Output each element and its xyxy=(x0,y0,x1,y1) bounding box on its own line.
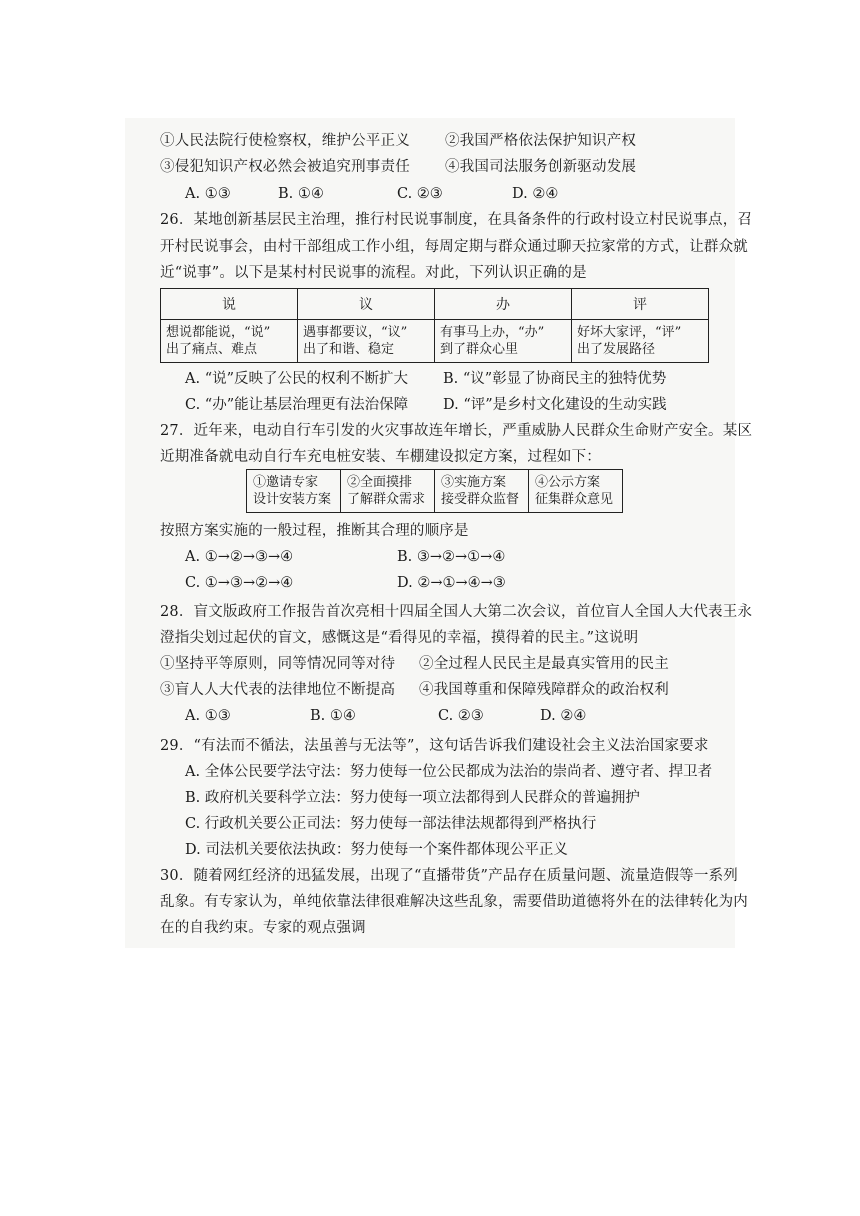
q26-process-table xyxy=(160,288,709,363)
q26-cell-ping-line-1: 好坏大家评，“评” xyxy=(577,325,682,340)
q26-cell-ping-line-2: 出了发展路径 xyxy=(577,342,656,357)
q28-statement-3: ③盲人人大代表的法律地位不断提高 xyxy=(160,682,396,698)
q27-step-4-line-1: ④公示方案 xyxy=(535,475,601,490)
q26-stem-line-2: 开村民说事会，由村干部组成工作小组，每周定期与群众通过聊天拉家常的方式，让群众就 xyxy=(160,239,748,255)
q26-option-a: A. “说”反映了公民的权利不断扩大 xyxy=(185,371,409,387)
q26-cell-shuo xyxy=(161,320,298,363)
q27-step-4 xyxy=(529,470,623,513)
q28-stem-line-1: 28．盲文版政府工作报告首次亮相十四届全国人大第二次会议，首位盲人全国人大代表王永 xyxy=(160,604,753,620)
q27-step-2 xyxy=(341,470,435,513)
q26-stem-line-3: 近“说事”。以下是某村村民说事的流程。对此，下列认识正确的是 xyxy=(160,265,587,281)
q29-option-c: C. 行政机关要公正司法：努力使每一部法律法规都得到严格执行 xyxy=(185,816,597,832)
q28-statement-1: ①坚持平等原则，同等情况同等对待 xyxy=(160,656,396,672)
q27-step-1-line-1: ①邀请专家 xyxy=(253,475,319,490)
q28-option-c: C. ②③ xyxy=(438,708,484,724)
q26-cell-shuo-line-1: 想说都能说，“说” xyxy=(166,325,271,340)
q26-cell-yi-line-2: 出了和谐、稳定 xyxy=(303,342,395,357)
q25-statement-4: ④我国司法服务创新驱动发展 xyxy=(445,159,637,175)
q25-statement-3: ③侵犯知识产权必然会被追究刑事责任 xyxy=(160,159,410,175)
q26-cell-ban-line-2: 到了群众心里 xyxy=(440,342,519,357)
q29-option-a: A. 全体公民要学法守法：努力使每一位公民都成为法治的崇尚者、遵守者、捍卫者 xyxy=(185,764,713,780)
q27-step-3 xyxy=(435,470,529,513)
q27-option-c: C. ①→③→②→④ xyxy=(185,575,294,591)
q27-step-1-line-2: 设计安装方案 xyxy=(253,492,332,507)
q27-steps-table xyxy=(246,469,623,513)
q27-stem-line-2: 近期准备就电动自行车充电桩安装、车棚建设拟定方案，过程如下： xyxy=(160,449,601,465)
q25-statement-1: ①人民法院行使检察权，维护公平正义 xyxy=(160,133,410,149)
q27-step-2-line-2: 了解群众需求 xyxy=(347,492,426,507)
q25-option-c: C. ②③ xyxy=(397,186,443,202)
q27-step-3-line-1: ③实施方案 xyxy=(441,475,507,490)
q26-header-shuo: 说 xyxy=(161,289,298,320)
q26-option-c: C. “办”能让基层治理更有法治保障 xyxy=(185,397,409,413)
q29-stem: 29．“有法而不循法，法虽善与无法等”，这句话告诉我们建设社会主义法治国家要求 xyxy=(160,738,709,754)
q26-header-yi: 议 xyxy=(298,289,435,320)
q26-cell-ping xyxy=(572,320,709,363)
q26-header-ping: 评 xyxy=(572,289,709,320)
q27-question: 按照方案实施的一般过程，推断其合理的顺序是 xyxy=(160,523,469,539)
q25-option-b: B. ①④ xyxy=(278,186,324,202)
q30-stem-line-1: 30．随着网红经济的迅猛发展，出现了“直播带货”产品存在质量问题、流量造假等一系列 xyxy=(160,868,738,884)
q28-option-b: B. ①④ xyxy=(310,708,356,724)
q26-cell-ban xyxy=(435,320,572,363)
q27-stem-line-1: 27．近年来，电动自行车引发的火灾事故连年增长，严重威胁人民群众生命财产安全。某区 xyxy=(160,423,753,439)
q26-cell-yi-line-1: 遇事都要议，“议” xyxy=(303,325,408,340)
q26-cell-shuo-line-2: 出了痛点、难点 xyxy=(166,342,258,357)
q27-step-1 xyxy=(247,470,341,513)
q26-stem-line-1: 26．某地创新基层民主治理，推行村民说事制度，在具备条件的行政村设立村民说事点，召 xyxy=(160,212,753,228)
q25-option-d: D. ②④ xyxy=(512,186,559,202)
q25-option-a: A. ①③ xyxy=(185,186,231,202)
q27-step-4-line-2: 征集群众意见 xyxy=(535,492,614,507)
q26-cell-ban-line-1: 有事马上办，“办” xyxy=(440,325,545,340)
q28-statement-4: ④我国尊重和保障残障群众的政治权利 xyxy=(419,682,669,698)
q26-cell-yi xyxy=(298,320,435,363)
q27-option-d: D. ②→①→④→③ xyxy=(397,575,506,591)
q27-option-b: B. ③→②→①→④ xyxy=(397,549,506,565)
q27-step-3-line-2: 接受群众监督 xyxy=(441,492,520,507)
q27-option-a: A. ①→②→③→④ xyxy=(185,549,294,565)
q29-option-d: D. 司法机关要依法执政：努力使每一个案件都体现公平正义 xyxy=(185,842,568,858)
q30-stem-line-2: 乱象。有专家认为，单纯依靠法律很难解决这些乱象，需要借助道德将外在的法律转化为内 xyxy=(160,894,748,910)
q29-option-b: B. 政府机关要科学立法：努力使每一项立法都得到人民群众的普遍拥护 xyxy=(185,790,640,806)
q26-option-b: B. “议”彰显了协商民主的独特优势 xyxy=(443,371,667,387)
q25-statement-2: ②我国严格依法保护知识产权 xyxy=(445,133,637,149)
q28-statement-2: ②全过程人民民主是最真实管用的民主 xyxy=(419,656,669,672)
q26-option-d: D. “评”是乡村文化建设的生动实践 xyxy=(443,397,667,413)
q28-option-a: A. ①③ xyxy=(185,708,231,724)
q26-header-ban: 办 xyxy=(435,289,572,320)
q27-step-2-line-1: ②全面摸排 xyxy=(347,475,413,490)
q30-stem-line-3: 在的自我约束。专家的观点强调 xyxy=(160,920,366,936)
q28-stem-line-2: 澄指尖划过起伏的盲文，感慨这是“看得见的幸福，摸得着的民主。”这说明 xyxy=(160,630,639,646)
q28-option-d: D. ②④ xyxy=(540,708,587,724)
